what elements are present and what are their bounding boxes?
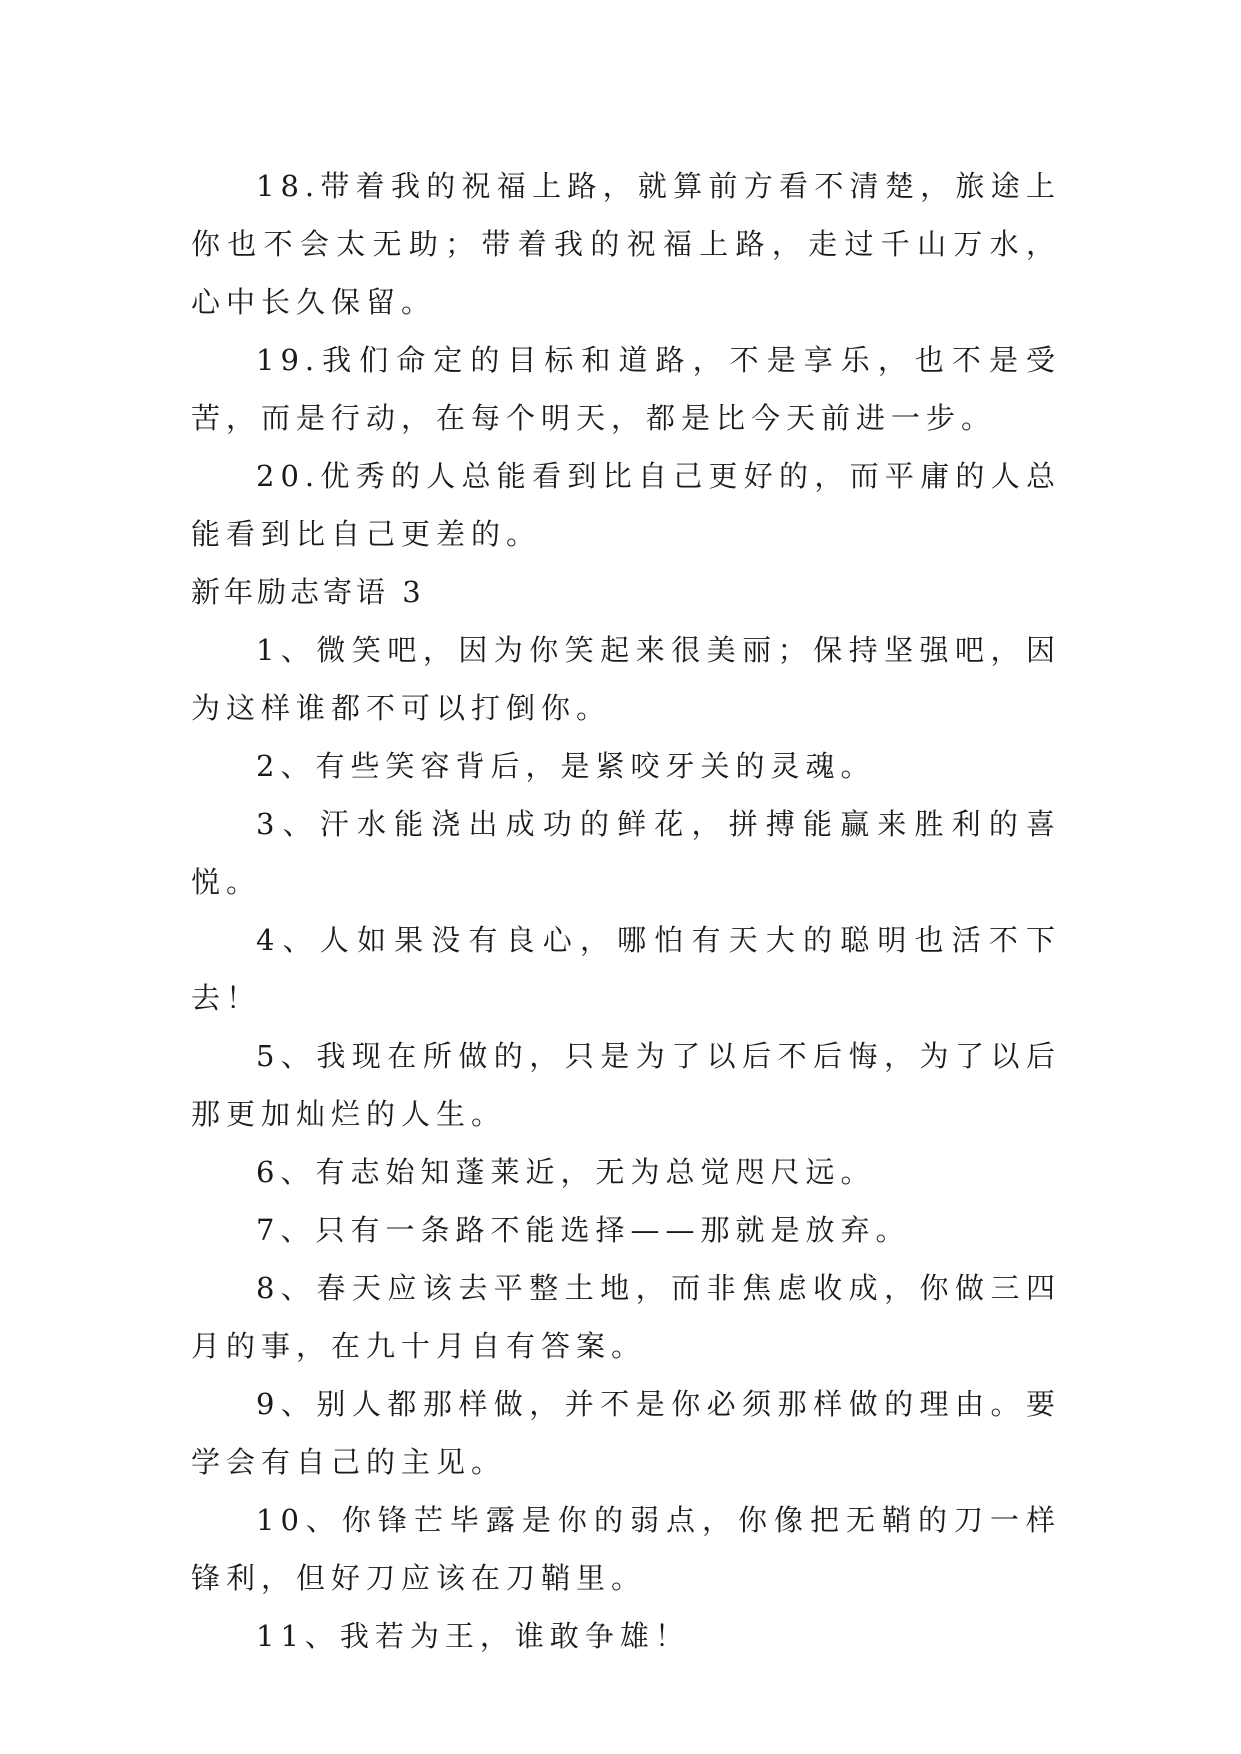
section-heading: 新年励志寄语 3	[191, 575, 425, 609]
section-item-2: 2、有些笑容背后，是紧咬牙关的灵魂。	[256, 749, 876, 783]
section-item-10: 10、你锋芒毕露是你的弱点，你像把无鞘的刀一样锋利，但好刀应该在刀鞘里。	[191, 1503, 1061, 1595]
paragraph-18: 18.带着我的祝福上路，就算前方看不清楚，旅途上你也不会太无助；带着我的祝福上路，走过千山万水，心中长久保留。	[191, 169, 1061, 319]
section-item-11: 11、我若为王，谁敢争雄！	[256, 1619, 690, 1653]
paragraph-19: 19.我们命定的目标和道路，不是享乐，也不是受苦，而是行动，在每个明天，都是比今天前进一步。	[191, 343, 1061, 435]
section-item-9: 9、别人都那样做，并不是你必须那样做的理由。要学会有自己的主见。	[191, 1387, 1061, 1479]
paragraph-20: 20.优秀的人总能看到比自己更好的，而平庸的人总能看到比自己更差的。	[191, 459, 1061, 551]
section-item-4: 4、人如果没有良心，哪怕有天大的聪明也活不下去！	[191, 923, 1061, 1015]
document-body	[191, 157, 1061, 1665]
section-item-6: 6、有志始知蓬莱近，无为总觉咫尺远。	[256, 1155, 876, 1189]
section-item-1: 1、微笑吧，因为你笑起来很美丽；保持坚强吧，因为这样谁都不可以打倒你。	[191, 633, 1061, 725]
section-item-7: 7、只有一条路不能选择——那就是放弃。	[256, 1213, 911, 1247]
section-item-8: 8、春天应该去平整土地，而非焦虑收成，你做三四月的事，在九十月自有答案。	[191, 1271, 1061, 1363]
section-item-5: 5、我现在所做的，只是为了以后不后悔，为了以后那更加灿烂的人生。	[191, 1039, 1061, 1131]
section-item-3: 3、汗水能浇出成功的鲜花，拼搏能赢来胜利的喜悦。	[191, 807, 1061, 899]
